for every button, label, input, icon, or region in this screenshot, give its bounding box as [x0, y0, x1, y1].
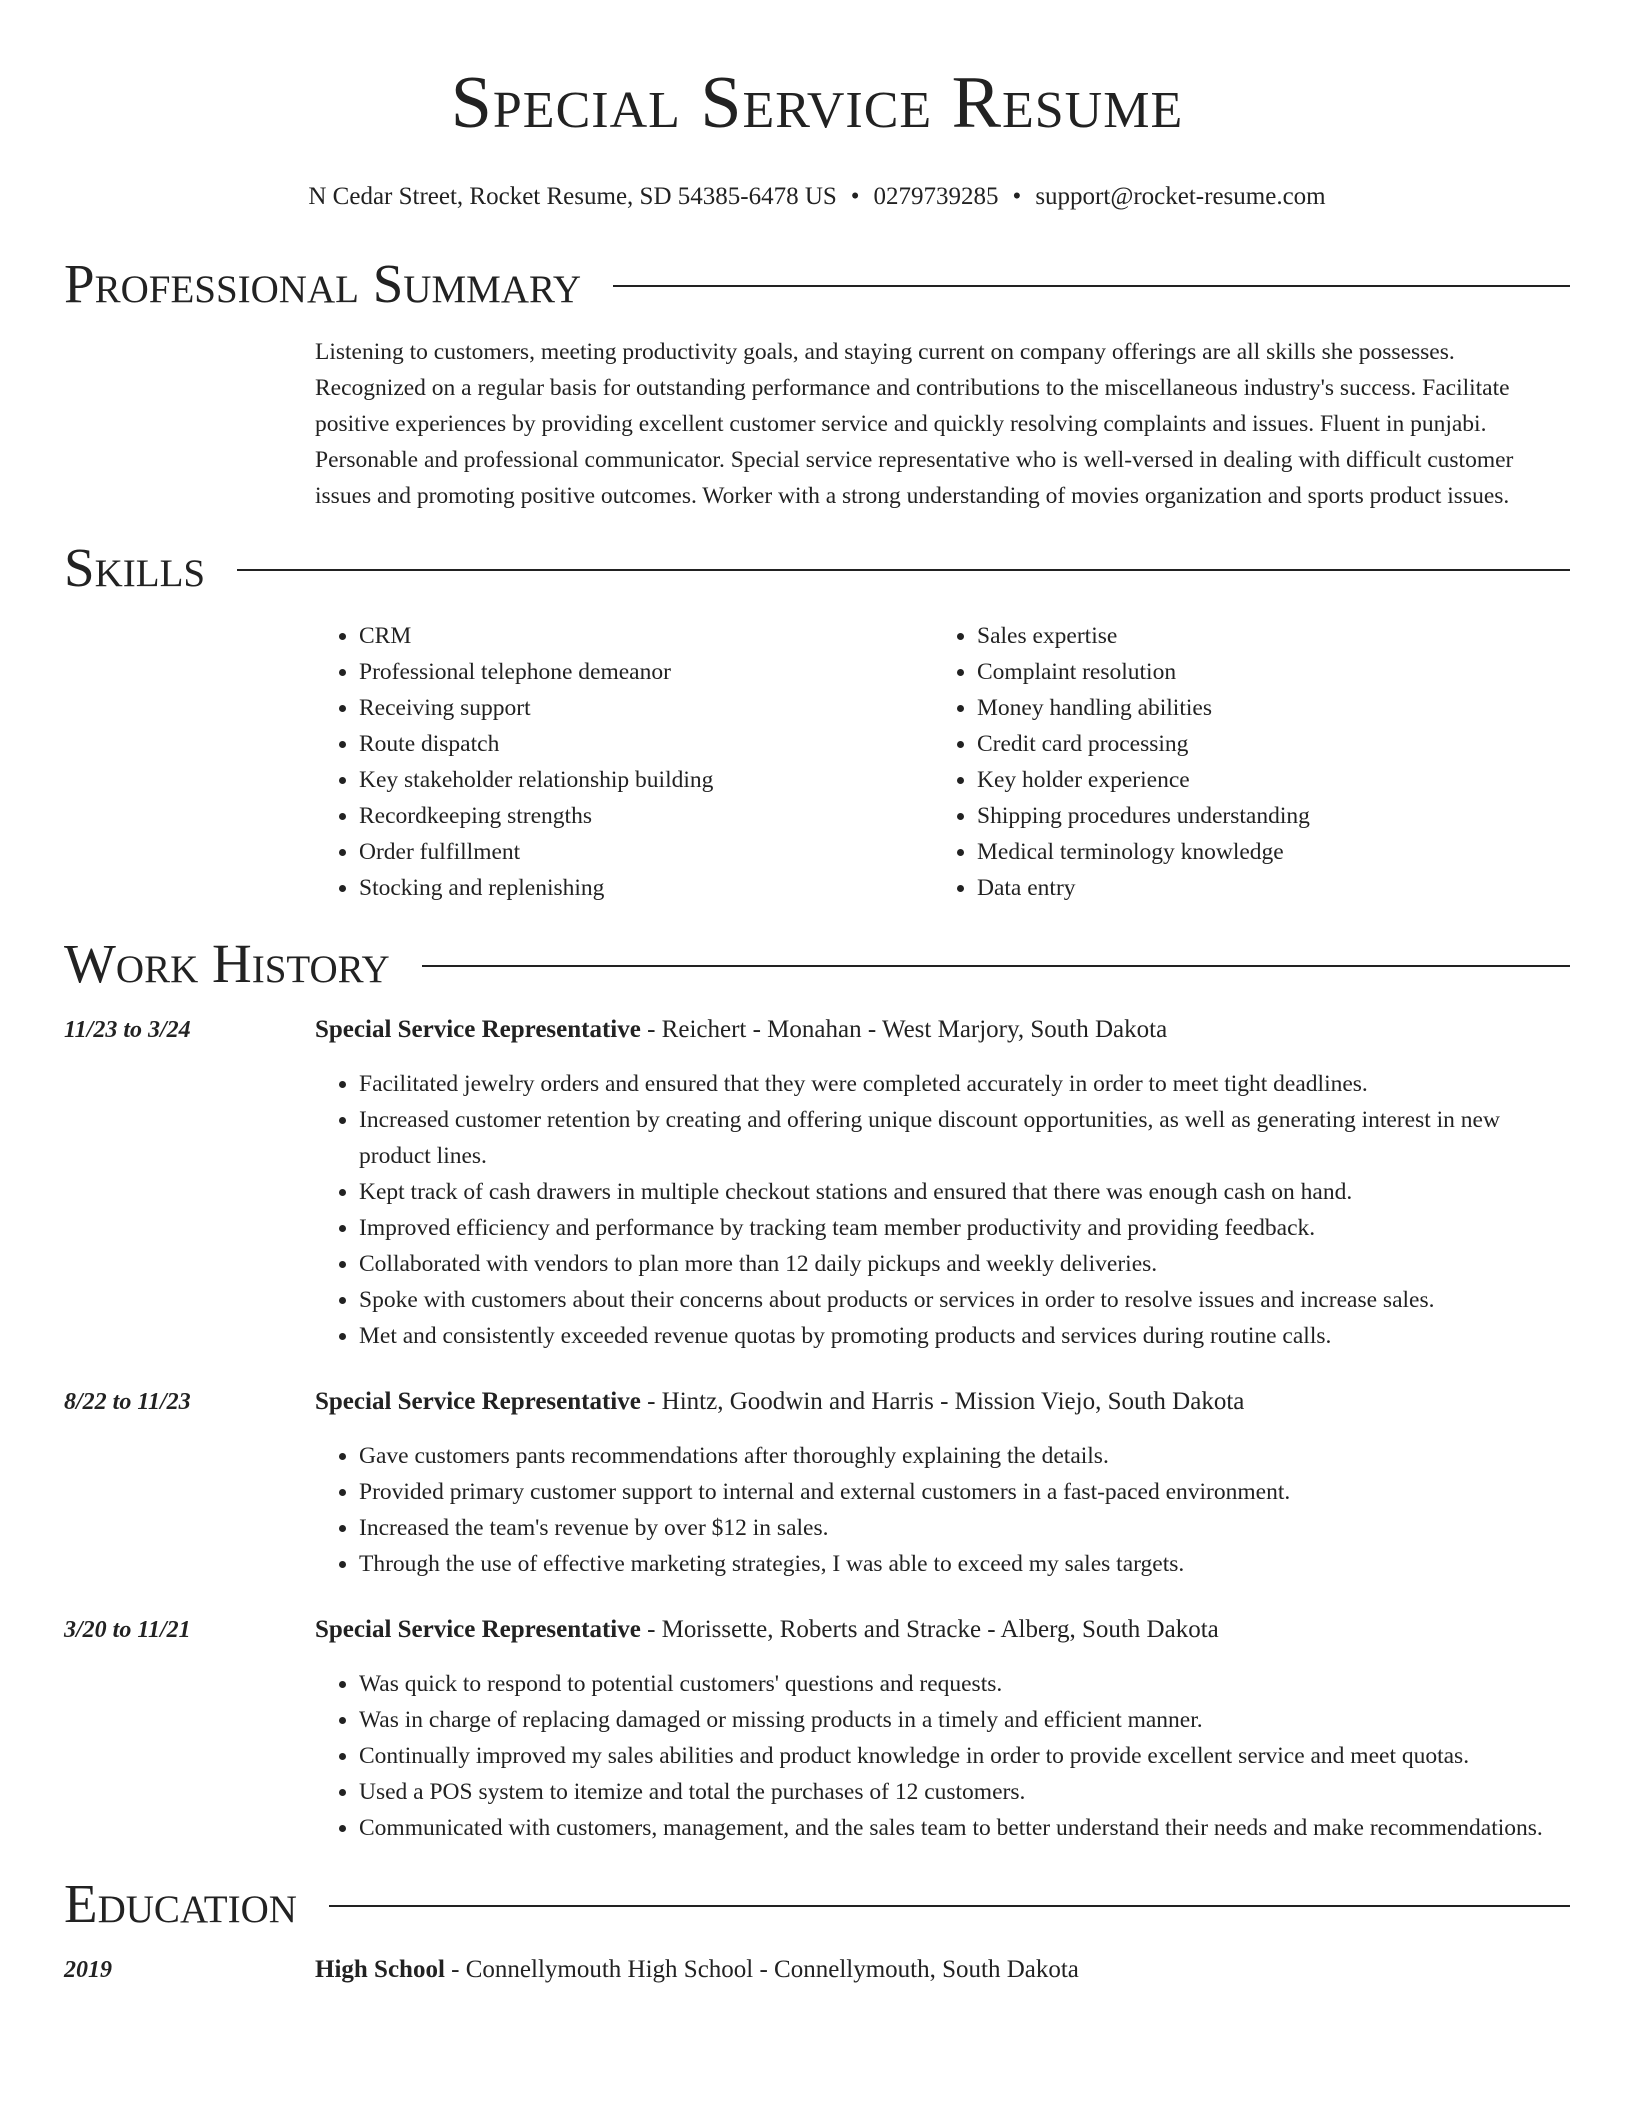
skill-item: • Complaint resolution	[977, 654, 1551, 690]
skill-item: • Key holder experience	[977, 762, 1551, 798]
skill-item: • CRM	[359, 618, 933, 654]
job-bullet: • Continually improved my sales abilities and product knowledge in order to provide excellent service and meet quotas.	[359, 1738, 1570, 1774]
skill-item: • Receiving support	[359, 690, 933, 726]
job-dates: 8/22 to 11/23	[64, 1389, 191, 1415]
summary-section	[315, 334, 1570, 514]
skill-item: • Route dispatch	[359, 726, 933, 762]
work-history-section	[64, 1012, 1570, 1846]
skill-item: • Data entry	[977, 870, 1551, 906]
skill-item: • Professional telephone demeanor	[359, 654, 933, 690]
skills-section	[315, 618, 1570, 906]
education-degree: High School	[315, 1956, 445, 1983]
separator: •	[1012, 183, 1022, 210]
job-bullets	[315, 1666, 1570, 1846]
separator: •	[850, 183, 860, 210]
job-bullet: • Kept track of cash drawers in multiple checkout stations and ensured that there was enough cash on hand.	[359, 1174, 1570, 1210]
skill-item: • Medical terminology knowledge	[977, 834, 1551, 870]
job-dates: 3/20 to 11/21	[64, 1617, 191, 1643]
job-body	[315, 1384, 1570, 1582]
resume-title: Special Service Resume	[450, 62, 1184, 144]
work-section-header	[64, 932, 1570, 996]
skills-heading: Skills	[64, 537, 206, 598]
job-title-line	[315, 1384, 1570, 1420]
skills-list-left	[315, 618, 933, 906]
job-entry	[64, 1612, 1570, 1846]
job-bullet: • Communicated with customers, management, and the sales team to better understand their needs and make recommendations.	[359, 1810, 1570, 1846]
phone: 0279739285	[873, 183, 999, 210]
education-entry	[64, 1952, 1570, 2006]
work-heading: Work History	[64, 933, 390, 994]
job-bullet: • Improved efficiency and performance by tracking team member productivity and providing feedback.	[359, 1210, 1570, 1246]
skill-item: • Money handling abilities	[977, 690, 1551, 726]
email-link[interactable]: support@rocket-resume.com	[1035, 183, 1326, 210]
job-employer: - Reichert - Monahan - West Marjory, South Dakota	[640, 1016, 1168, 1043]
job-bullet: • Met and consistently exceeded revenue quotas by promoting products and services during routine calls.	[359, 1318, 1570, 1354]
job-bullet: • Provided primary customer support to internal and external customers in a fast-paced environment.	[359, 1474, 1570, 1510]
job-entry	[64, 1384, 1570, 1582]
skill-item: • Order fulfillment	[359, 834, 933, 870]
job-entry	[64, 1012, 1570, 1354]
summary-heading: Professional Summary	[64, 253, 582, 314]
education-detail: - Connellymouth High School - Connellymouth, South Dakota	[444, 1956, 1079, 1983]
education-line	[315, 1952, 1570, 1988]
skills-list-right	[933, 618, 1551, 906]
education-heading: Education	[64, 1873, 297, 1934]
education-year: 2019	[64, 1957, 112, 1983]
section-divider	[329, 1905, 1570, 1907]
skill-item: • Key stakeholder relationship building	[359, 762, 933, 798]
job-title-line	[315, 1012, 1570, 1048]
job-bullet: • Increased customer retention by creating and offering unique discount opportunities, as well as generating interest in new product lines.	[359, 1102, 1570, 1174]
job-employer: - Morissette, Roberts and Stracke - Alberg, South Dakota	[640, 1616, 1219, 1643]
job-title: Special Service Representative	[315, 1616, 641, 1643]
resume-page	[64, 0, 1570, 2006]
job-bullet: • Spoke with customers about their concerns about products or services in order to resolve issues and increase sales.	[359, 1282, 1570, 1318]
education-section-header	[64, 1872, 1570, 1936]
job-bullet: • Increased the team's revenue by over $12 in sales.	[359, 1510, 1570, 1546]
job-bullet: • Was in charge of replacing damaged or missing products in a timely and efficient manner.	[359, 1702, 1570, 1738]
skill-item: • Recordkeeping strengths	[359, 798, 933, 834]
skill-item: • Stocking and replenishing	[359, 870, 933, 906]
job-bullet: • Through the use of effective marketing strategies, I was able to exceed my sales targets.	[359, 1546, 1570, 1582]
section-divider	[422, 965, 1570, 967]
job-bullet: • Gave customers pants recommendations after thoroughly explaining the details.	[359, 1438, 1570, 1474]
contact-line	[64, 182, 1570, 212]
job-bullets	[315, 1438, 1570, 1582]
job-body	[315, 1612, 1570, 1846]
job-bullet: • Was quick to respond to potential customers' questions and requests.	[359, 1666, 1570, 1702]
skills-section-header	[64, 536, 1570, 600]
job-title-line	[315, 1612, 1570, 1648]
section-divider	[613, 285, 1570, 287]
skill-item: • Shipping procedures understanding	[977, 798, 1551, 834]
section-divider	[237, 569, 1570, 571]
summary-text: Listening to customers, meeting productivity goals, and staying current on company offerings are all skills she possesses. Recognized on a regular basis for outstanding performance and contributions to the miscellaneous industry's success. Facilitate positive experiences by providing excellent customer service and quickly resolving complaints and issues. Fluent in punjabi. Personable and professional communicator. Special service representative who is well-versed in dealing with difficult customer issues and promoting positive outcomes. Worker with a strong understanding of movies organization and sports product issues.	[315, 339, 1514, 509]
summary-section-header	[64, 252, 1570, 316]
job-bullet: • Used a POS system to itemize and total the purchases of 12 customers.	[359, 1774, 1570, 1810]
address: N Cedar Street, Rocket Resume, SD 54385-6478 US	[308, 183, 837, 210]
job-bullet: • Facilitated jewelry orders and ensured that they were completed accurately in order to meet tight deadlines.	[359, 1066, 1570, 1102]
job-body	[315, 1012, 1570, 1354]
job-bullets	[315, 1066, 1570, 1354]
skill-item: • Sales expertise	[977, 618, 1551, 654]
job-title: Special Service Representative	[315, 1388, 641, 1415]
job-bullet: • Collaborated with vendors to plan more than 12 daily pickups and weekly deliveries.	[359, 1246, 1570, 1282]
job-dates: 11/23 to 3/24	[64, 1017, 191, 1043]
job-title: Special Service Representative	[315, 1016, 641, 1043]
job-employer: - Hintz, Goodwin and Harris - Mission Viejo, South Dakota	[640, 1388, 1245, 1415]
skill-item: • Credit card processing	[977, 726, 1551, 762]
